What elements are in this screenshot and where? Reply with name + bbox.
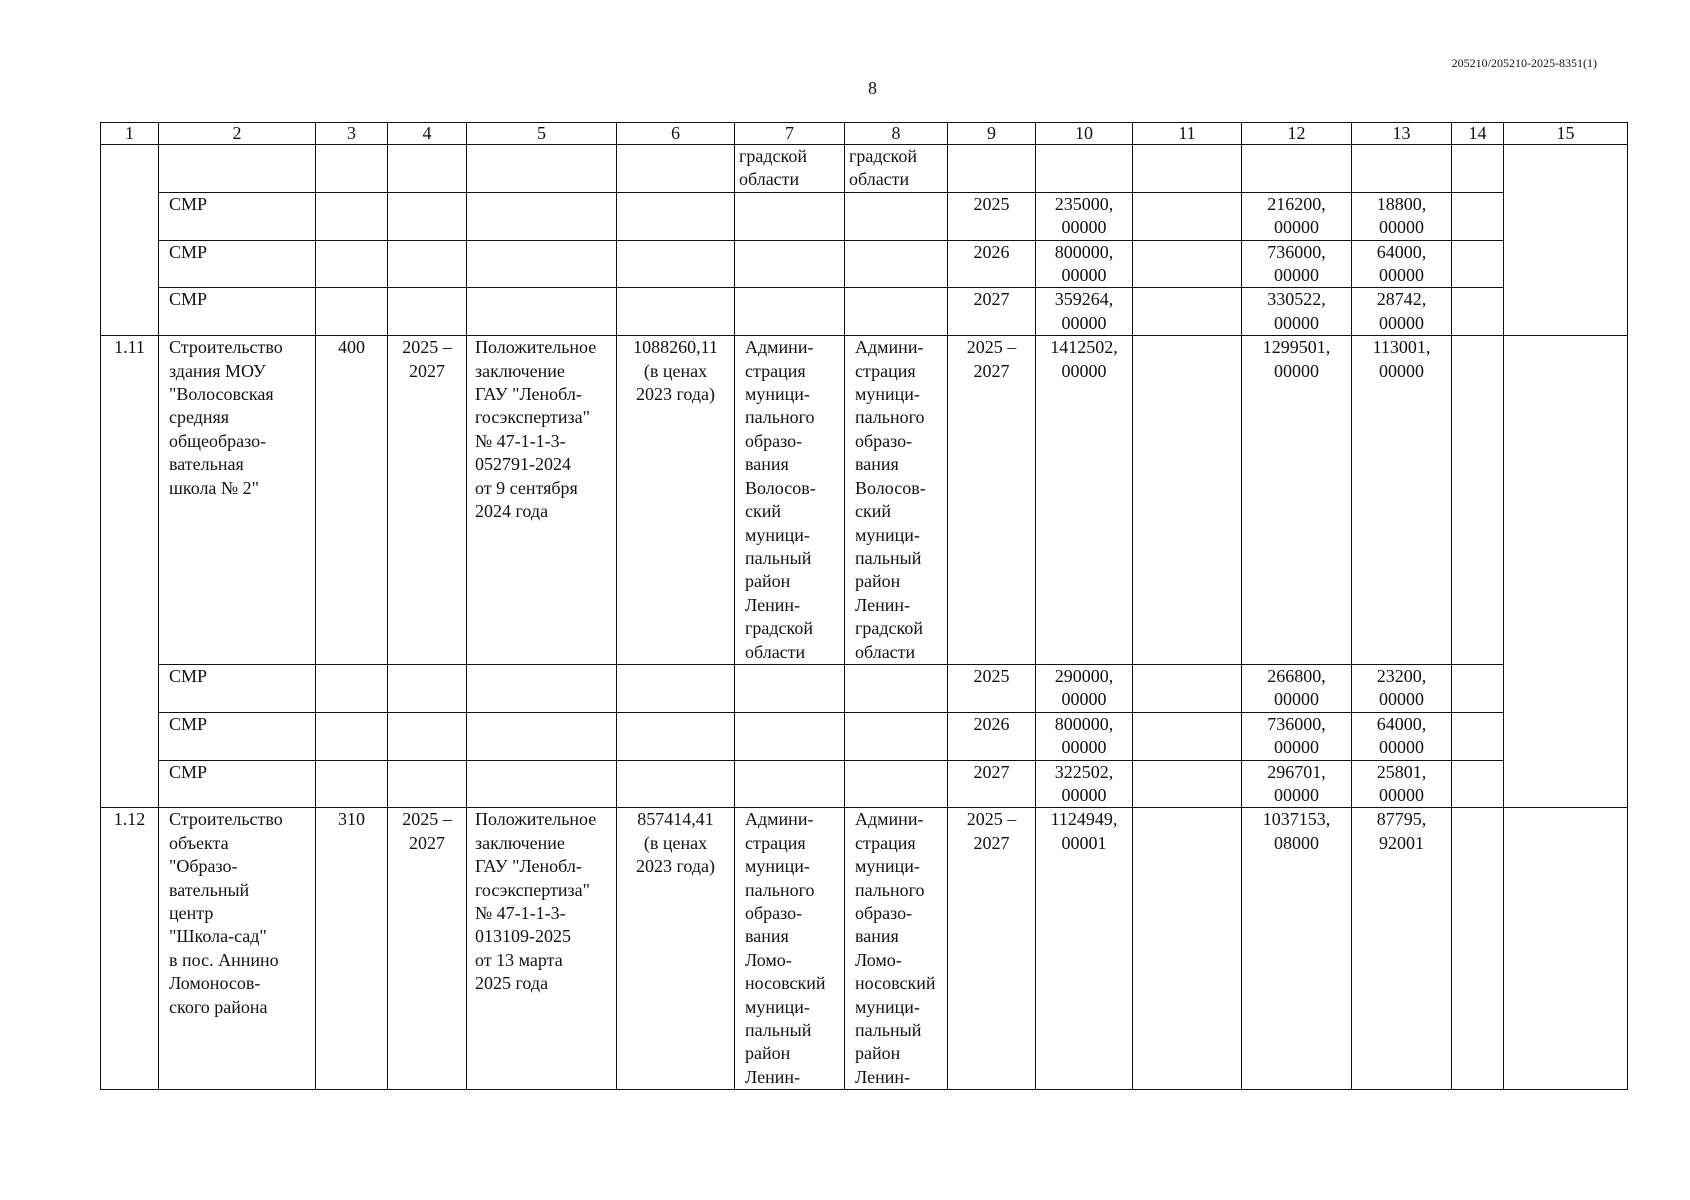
cell-regional-budget: 1299501, 00000 xyxy=(1242,336,1352,665)
col-header: 10 xyxy=(1036,123,1133,145)
cell-work-type: СМР xyxy=(159,240,316,288)
col-header: 6 xyxy=(617,123,735,145)
cell-empty xyxy=(1133,336,1242,665)
cell-developer: Админи- страция муници- пального образо- вания Волосов- ский муници- пальный район Ленин- градской области xyxy=(845,336,948,665)
cell-work-type: СМР xyxy=(159,760,316,808)
table-row xyxy=(101,288,1628,336)
cell-empty xyxy=(388,145,467,193)
table-row xyxy=(101,192,1628,240)
cell-object-name: Строительство здания МОУ "Волосовская средняя общеобразо- вательная школа № 2" xyxy=(159,336,316,665)
table-row xyxy=(101,664,1628,712)
col-header: 5 xyxy=(467,123,617,145)
cell-empty xyxy=(1452,760,1504,808)
cell-year: 2027 xyxy=(948,760,1036,808)
col-header: 7 xyxy=(735,123,845,145)
cell-item-number: 1.12 xyxy=(101,808,159,1090)
cell-year: 2027 xyxy=(948,288,1036,336)
col-header: 12 xyxy=(1242,123,1352,145)
cell-regional-budget: 736000, 00000 xyxy=(1242,240,1352,288)
cell-empty xyxy=(1133,760,1242,808)
table-row xyxy=(101,240,1628,288)
col-header: 3 xyxy=(316,123,388,145)
cell-empty xyxy=(1036,145,1133,193)
page-number: 8 xyxy=(868,78,877,98)
cell-expertise: Положительное заключение ГАУ "Ленобл- госэкспертиза" № 47-1-1-3- 013109-2025 от 13 марта 2025 года xyxy=(467,808,617,1090)
column-number-row xyxy=(101,123,1628,145)
cell-year: 2025 – 2027 xyxy=(948,336,1036,665)
cell-empty xyxy=(1452,288,1504,336)
cell-estimated-cost: 1088260,11 (в ценах 2023 года) xyxy=(617,336,735,665)
col-header: 1 xyxy=(101,123,159,145)
table-row xyxy=(101,712,1628,760)
cell-empty xyxy=(1504,145,1628,336)
cell-capacity: 310 xyxy=(316,808,388,1090)
cell-total: 800000, 00000 xyxy=(1036,240,1133,288)
cell-developer: Админи- страция муници- пального образо- вания Ломо- носовский муници- пальный район Ленин- xyxy=(845,808,948,1090)
col-header: 15 xyxy=(1504,123,1628,145)
cell-empty xyxy=(1133,192,1242,240)
cell-customer: градской области xyxy=(735,145,845,193)
cell-empty xyxy=(1452,145,1504,193)
cell-local-budget: 64000, 00000 xyxy=(1352,240,1452,288)
cell-total: 800000, 00000 xyxy=(1036,712,1133,760)
cell-empty xyxy=(1452,192,1504,240)
cell-empty xyxy=(617,145,735,193)
cell-work-type: СМР xyxy=(159,664,316,712)
cell-empty xyxy=(1133,808,1242,1090)
cell-empty xyxy=(1133,288,1242,336)
cell-empty xyxy=(1133,240,1242,288)
cell-capacity: 400 xyxy=(316,336,388,665)
cell-empty xyxy=(1452,808,1504,1090)
cell-empty xyxy=(1452,664,1504,712)
col-header: 2 xyxy=(159,123,316,145)
cell-empty xyxy=(1504,808,1628,1090)
cell-local-budget: 18800, 00000 xyxy=(1352,192,1452,240)
cell-year: 2026 xyxy=(948,712,1036,760)
cell-regional-budget: 1037153, 08000 xyxy=(1242,808,1352,1090)
col-header: 13 xyxy=(1352,123,1452,145)
cell-year: 2025 xyxy=(948,664,1036,712)
cell-local-budget: 28742, 00000 xyxy=(1352,288,1452,336)
cell-regional-budget: 296701, 00000 xyxy=(1242,760,1352,808)
cell-empty xyxy=(159,145,316,193)
cell-empty xyxy=(1133,712,1242,760)
cell-empty xyxy=(1133,664,1242,712)
cell-estimated-cost: 857414,41 (в ценах 2023 года) xyxy=(617,808,735,1090)
cell-total: 1124949, 00001 xyxy=(1036,808,1133,1090)
cell-empty xyxy=(101,145,159,336)
cell-empty xyxy=(1352,145,1452,193)
cell-regional-budget: 736000, 00000 xyxy=(1242,712,1352,760)
cell-object-name: Строительство объекта "Образо- вательный центр "Школа-сад" в пос. Аннино Ломоносов- ского района xyxy=(159,808,316,1090)
cell-customer: Админи- страция муници- пального образо- вания Волосов- ский муници- пальный район Ленин- градской области xyxy=(735,336,845,665)
cell-empty xyxy=(1504,336,1628,808)
cell-developer: градской области xyxy=(845,145,948,193)
cell-work-type: СМР xyxy=(159,712,316,760)
cell-period: 2025 – 2027 xyxy=(388,336,467,665)
col-header: 4 xyxy=(388,123,467,145)
cell-expertise: Положительное заключение ГАУ "Ленобл- госэкспертиза" № 47-1-1-3- 052791-2024 от 9 сентября 2024 года xyxy=(467,336,617,665)
cell-customer: Админи- страция муници- пального образо- вания Ломо- носовский муници- пальный район Ленин- xyxy=(735,808,845,1090)
cell-total: 359264, 00000 xyxy=(1036,288,1133,336)
col-header: 9 xyxy=(948,123,1036,145)
col-header: 11 xyxy=(1133,123,1242,145)
cell-item-number: 1.11 xyxy=(101,336,159,808)
cell-total: 235000, 00000 xyxy=(1036,192,1133,240)
cell-year: 2026 xyxy=(948,240,1036,288)
cell-total: 1412502, 00000 xyxy=(1036,336,1133,665)
cell-regional-budget: 330522, 00000 xyxy=(1242,288,1352,336)
cell-work-type: СМР xyxy=(159,192,316,240)
table-row xyxy=(101,145,1628,193)
cell-empty xyxy=(1133,145,1242,193)
document-id: 205210/205210-2025-8351(1) xyxy=(1451,56,1597,70)
table-row-item xyxy=(101,336,1628,665)
cell-local-budget: 87795, 92001 xyxy=(1352,808,1452,1090)
cell-local-budget: 64000, 00000 xyxy=(1352,712,1452,760)
cell-period: 2025 – 2027 xyxy=(388,808,467,1090)
cell-year: 2025 – 2027 xyxy=(948,808,1036,1090)
cell-total: 322502, 00000 xyxy=(1036,760,1133,808)
cell-local-budget: 113001, 00000 xyxy=(1352,336,1452,665)
cell-empty xyxy=(1452,712,1504,760)
cell-year: 2025 xyxy=(948,192,1036,240)
cell-empty xyxy=(467,145,617,193)
program-table xyxy=(100,122,1628,1090)
cell-work-type: СМР xyxy=(159,288,316,336)
table-row xyxy=(101,760,1628,808)
cell-local-budget: 25801, 00000 xyxy=(1352,760,1452,808)
cell-regional-budget: 216200, 00000 xyxy=(1242,192,1352,240)
col-header: 8 xyxy=(845,123,948,145)
col-header: 14 xyxy=(1452,123,1504,145)
cell-local-budget: 23200, 00000 xyxy=(1352,664,1452,712)
cell-total: 290000, 00000 xyxy=(1036,664,1133,712)
cell-empty xyxy=(1242,145,1352,193)
table-row-item xyxy=(101,808,1628,1090)
cell-empty xyxy=(316,145,388,193)
cell-empty xyxy=(948,145,1036,193)
cell-regional-budget: 266800, 00000 xyxy=(1242,664,1352,712)
cell-empty xyxy=(1452,240,1504,288)
cell-empty xyxy=(1452,336,1504,665)
